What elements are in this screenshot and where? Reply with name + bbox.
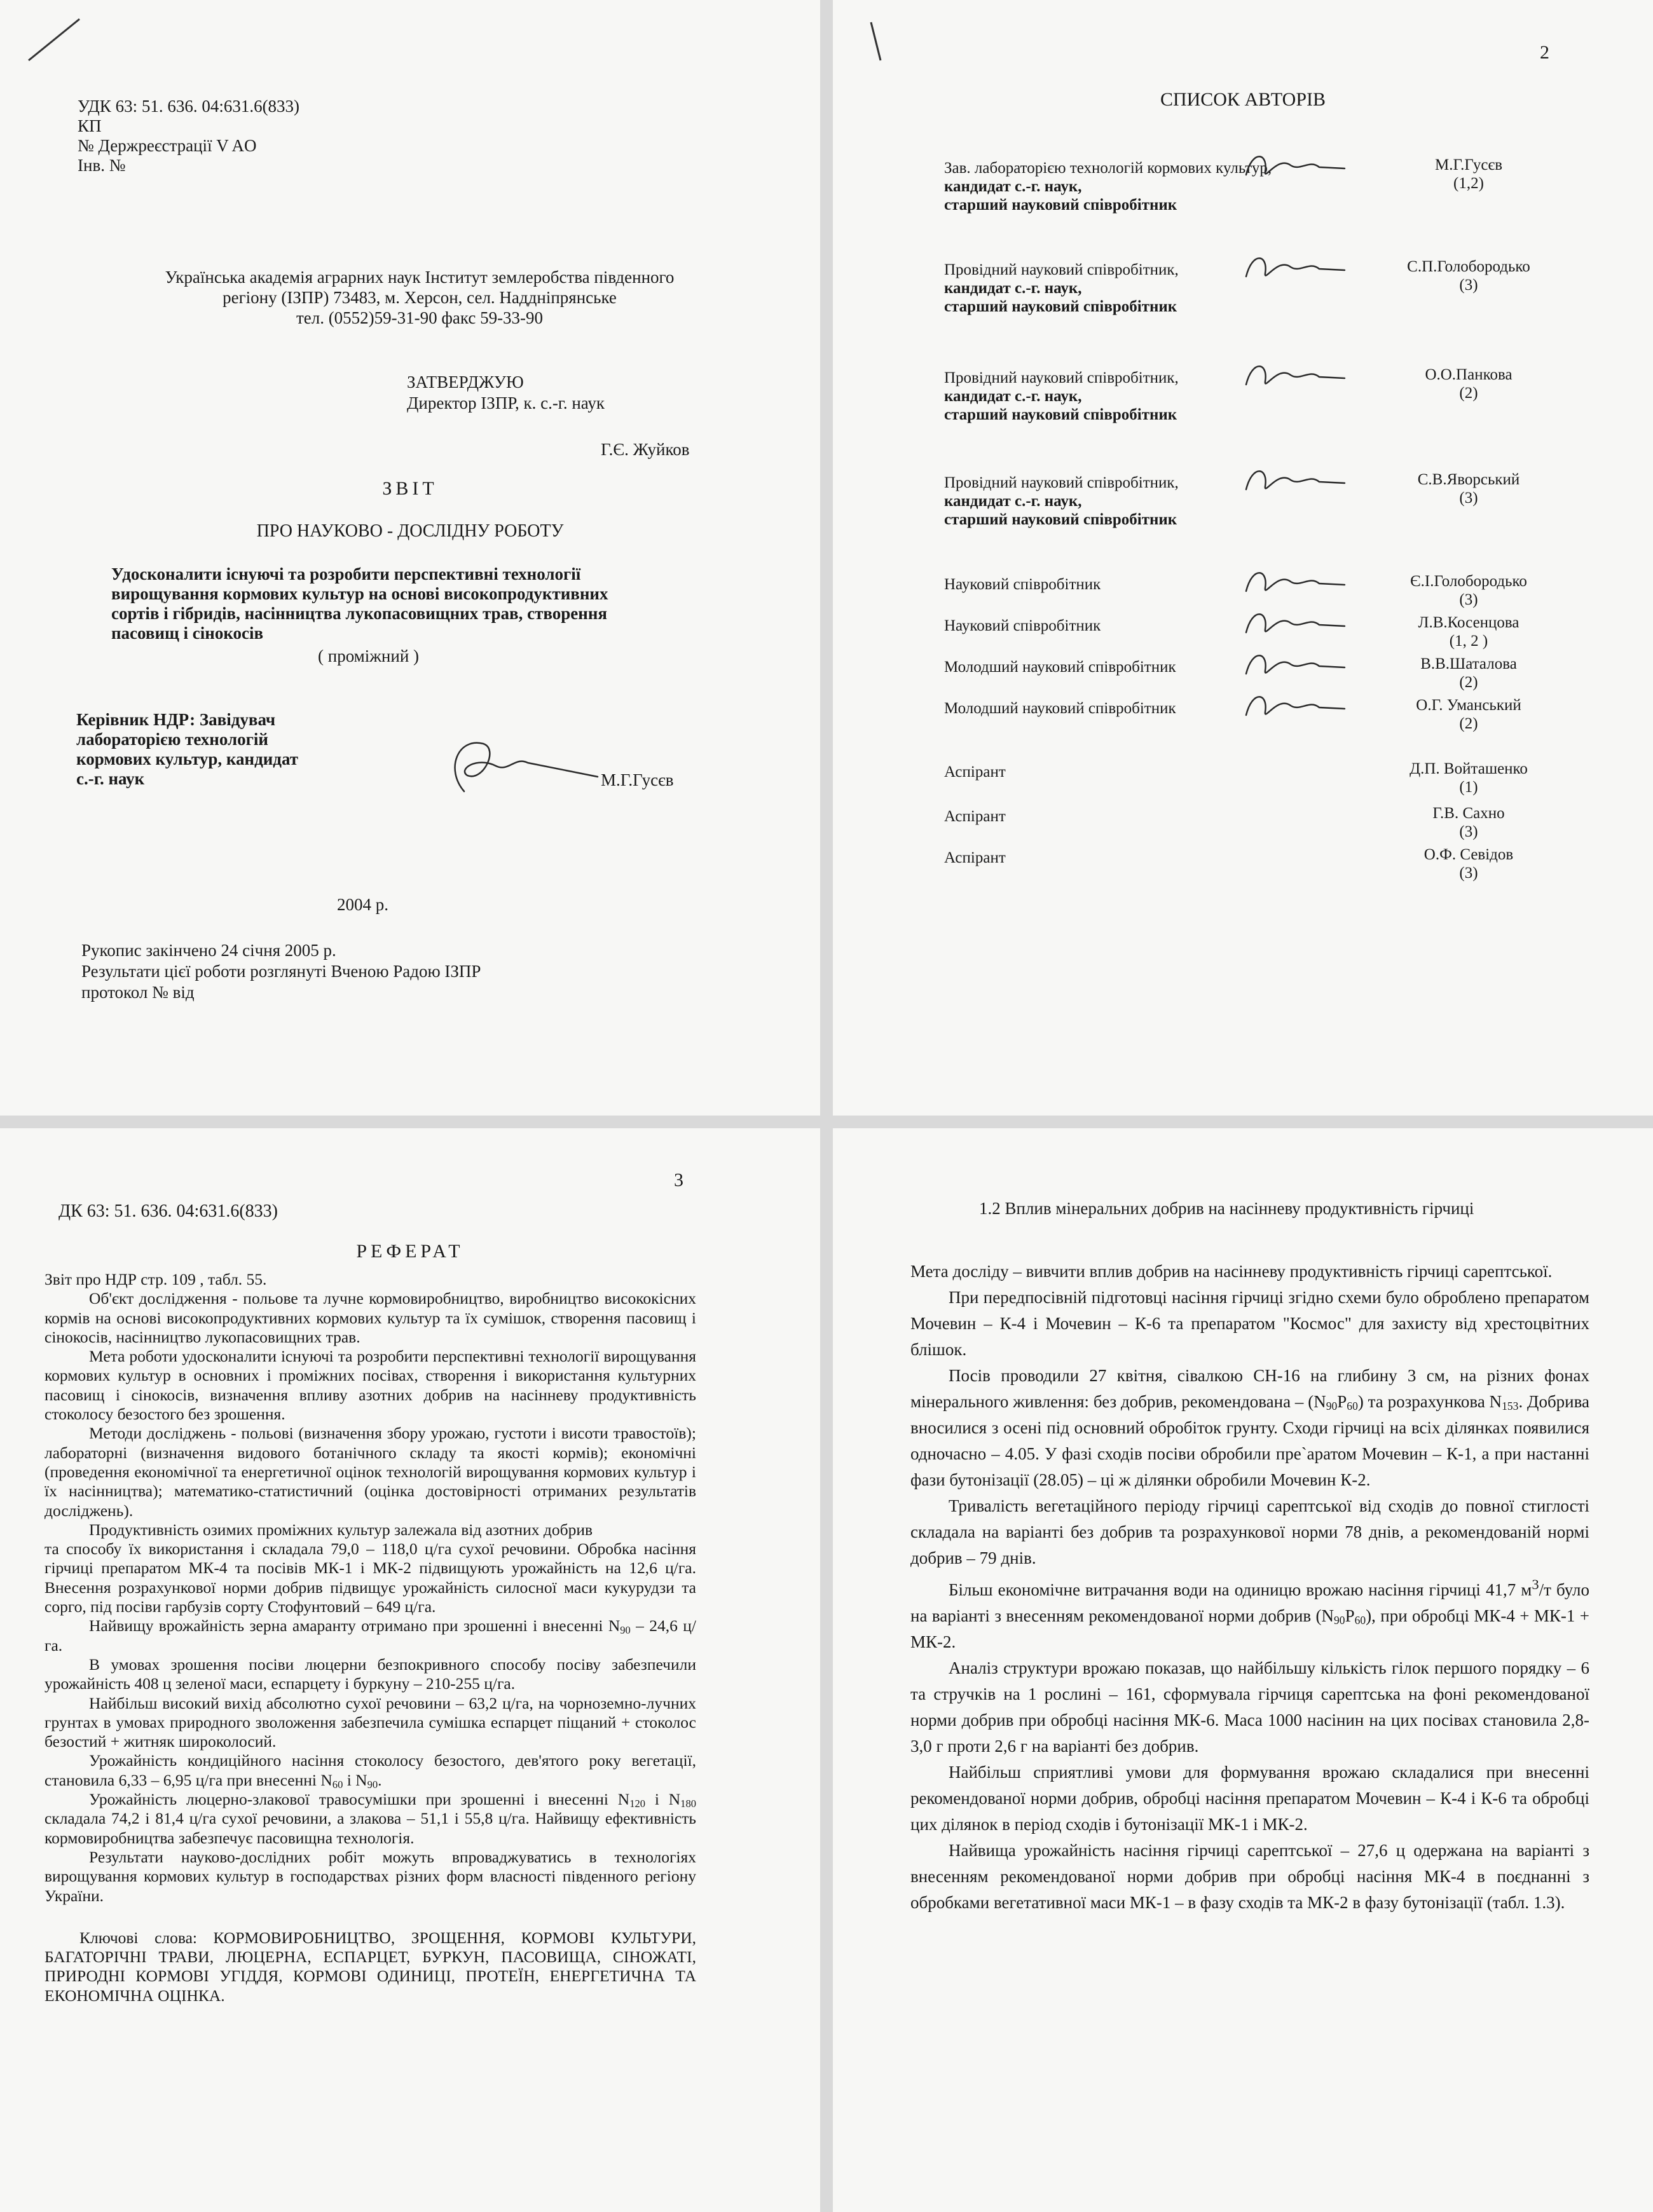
author-section: (1,2) xyxy=(1453,175,1484,192)
author-role-line: Зав. лабораторією технологій кормових культур, xyxy=(944,160,1272,177)
title-page xyxy=(0,0,820,1116)
section-duration: Тривалість вегетаційного періоду гірчиці сарептської від сходів до повної стиглості складала на варіанті без добрив та розрахункової норми 78 днів, а рекомендованій нормі добрив – 79 днів. xyxy=(910,1496,1589,1567)
author-role-line: кандидат с.-г. наук, xyxy=(944,178,1082,195)
registration-number: № Держреєстрації V AO xyxy=(78,136,257,155)
report-type: ( проміжний ) xyxy=(318,646,420,666)
report-topic: Удосконалити існуючі та розробити перспективні технології вирощування кормових культур на основі високопродуктивних сортів і гібридів, насінництва лукопасовищних трав, створення пасовищ і сінокосів xyxy=(111,564,608,643)
author-name: Г.В. Сахно xyxy=(1432,805,1505,822)
author-signature xyxy=(1240,353,1348,397)
protocol-line: протокол № від xyxy=(81,983,195,1002)
pen-stroke-mark xyxy=(865,19,890,64)
inventory-number: Інв. № xyxy=(78,156,126,175)
author-role-line: Аспірант xyxy=(944,763,1006,781)
author-role xyxy=(944,369,1179,424)
author-name: О.О.Панкова xyxy=(1425,366,1512,383)
report-subtitle: ПРО НАУКОВО - ДОСЛІДНУ РОБОТУ xyxy=(256,521,564,541)
author-name-block xyxy=(1367,655,1570,692)
lead-signature xyxy=(439,731,604,801)
author-role xyxy=(944,474,1179,529)
author-name: О.Г. Уманський xyxy=(1416,697,1521,714)
section-yield-structure: Аналіз структури врожаю показав, що найбільшу кількість гілок першого порядку – 6 та стручків на 1 рослині – 161, сформувала гірчиця сарептська на фоні рекомендованої норми добрив при обробці насіння МК-6. Маса 1000 насінин на цих посівах становила 2,8-3,0 г проти 2,6 г на варіанті без добрив. xyxy=(910,1658,1589,1756)
author-section: (3) xyxy=(1459,489,1478,507)
lead-line-2: лабораторією технологій xyxy=(76,730,268,749)
author-role-line: Провідний науковий співробітник, xyxy=(944,474,1179,491)
author-signature xyxy=(1240,642,1348,686)
author-role xyxy=(944,617,1101,635)
author-role-line: старший науковий співробітник xyxy=(944,406,1177,423)
author-section: (3) xyxy=(1459,864,1478,882)
author-role xyxy=(944,807,1006,826)
author-name-block xyxy=(1367,572,1570,609)
author-signature xyxy=(1240,683,1348,728)
author-role xyxy=(944,699,1176,718)
author-role xyxy=(944,849,1006,867)
author-role-line: Провідний науковий співробітник, xyxy=(944,369,1179,386)
author-role xyxy=(944,658,1176,676)
author-role-line: Молодший науковий співробітник xyxy=(944,659,1176,676)
section-heading: 1.2 Вплив мінеральних добрив на насінневу продуктивність гірчиці xyxy=(979,1199,1474,1218)
authors-page xyxy=(833,0,1653,1116)
author-name: Л.В.Косенцова xyxy=(1418,614,1519,631)
abstract-title: РЕФЕРАТ xyxy=(356,1241,464,1262)
author-name: М.Г.Гусєв xyxy=(1435,156,1502,174)
author-signature xyxy=(1240,143,1348,188)
author-signature xyxy=(1240,601,1348,645)
author-name-block xyxy=(1367,804,1570,841)
section-sowing: Посів проводили 27 квітня, сівалкою СН-16 на глибину 3 см, на різних фонах мінерального живлення: без добрив, рекомендована – $(N_{90}P_{60})$ та розрахункова $N_{153}$. Добрива вносилися з осені під основний обробіток грунту. Сходи гірчиці на всіх ділянках появилися одночасно – 4.05. У фазі сходів посіви обробили пре`аратом Мочевин – К-1, а при настанні фази бутонізації (28.05) – ці ж ділянки обробили Мочевин К-2. xyxy=(910,1366,1590,1489)
organization-line-1: Українська академія аграрних наук Інститут землеробства південного xyxy=(165,268,675,287)
abstract-dry-matter: Найбільш високий вихід абсолютно сухої речовини – 63,2 ц/га, на чорноземно-лучних грунтах в умовах природного зволоження забезпечила сумішка еспарцет піщаний + стоколос безостий + житняк широколосий. xyxy=(45,1693,696,1751)
organization-block xyxy=(108,267,731,328)
author-role xyxy=(944,763,1006,781)
author-name-block xyxy=(1367,696,1570,733)
page-number: 3 xyxy=(674,1170,683,1191)
author-name: В.В.Шаталова xyxy=(1420,655,1517,672)
pen-stroke-mark xyxy=(25,13,83,64)
lead-line-1: Керівник НДР: Завідувач xyxy=(76,710,276,729)
abstract-grass-mix: Урожайність люцерно-злакової травосумішки при зрошенні і внесенні $N_{120}$ і $N_{180}$ складала 74,2 і 81,4 ц/га сухої речовини, а злакова – 51,1 і 55,8 ц/га. Найвищу ефективність кормовиробництва забезпечує пасовищна технологія. xyxy=(45,1790,696,1847)
council-review: Результати цієї роботи розглянуті Вченою Радою ІЗПР xyxy=(81,962,481,981)
author-role-line: Науковий співробітник xyxy=(944,617,1101,634)
organization-line-2: регіону (ІЗПР) 73483, м. Херсон, сел. Наддніпрянське xyxy=(223,288,617,307)
abstract-methods: Методи досліджень - польові (визначення збору урожаю, густоти і висоти травостоїв); лабораторні (визначення видового ботанічного складу та якості кормів); економічні (проведення економічної та енергетичної оцінок технологій вирощування кормових культур і їх насінництва); математико-статистичний (оцінка достовірності отриманих результатів досліджень). xyxy=(45,1424,696,1520)
author-section: (3) xyxy=(1459,823,1478,840)
section-conditions: Найбільш сприятливі умови для формування врожаю складалися при внесенні рекомендованої норми добрив, обробці насіння препаратом Мочевин – К-4 і К-6 та обробці цих ділянок в період сходів і бутонізації МК-1 і МК-2. xyxy=(910,1763,1589,1834)
author-role-line: Аспірант xyxy=(944,849,1006,866)
abstract-alfalfa: В умовах зрошення посіви люцерни безпокривного способу посіву забезпечили урожайність 408 ц зеленої маси, еспарцету і буркуну – 210-255 ц/га. xyxy=(45,1655,696,1693)
author-role-line: Провідний науковий співробітник, xyxy=(944,261,1179,278)
author-name-block xyxy=(1367,845,1570,882)
abstract-productivity-1: Продуктивність озимих проміжних культур залежала від азотних добрив xyxy=(89,1520,593,1539)
udk-code: ДК 63: 51. 636. 04:631.6(833) xyxy=(58,1201,278,1221)
author-name: Д.П. Войташенко xyxy=(1410,760,1528,777)
author-name-block xyxy=(1367,365,1570,402)
abstract-seed-yield: Урожайність кондиційного насіння стоколосу безостого, дев'ятого року вегетації, становила 6,33 – 6,95 ц/га при внесенні $N_{60}$ і $N_{90}$. xyxy=(45,1751,696,1791)
page-number: 2 xyxy=(1540,42,1549,63)
lead-line-3: кормових культур, кандидат xyxy=(76,749,299,768)
author-role-line: старший науковий співробітник xyxy=(944,196,1177,214)
section-goal: Мета досліду – вивчити вплив добрив на насінневу продуктивність гірчиці сарептської. xyxy=(910,1262,1553,1281)
author-role-line: Молодший науковий співробітник xyxy=(944,700,1176,717)
author-name-block xyxy=(1367,760,1570,796)
author-role-line: кандидат с.-г. наук, xyxy=(944,388,1082,405)
author-section: (2) xyxy=(1459,715,1478,732)
author-name-block xyxy=(1367,613,1570,650)
author-role-line: Аспірант xyxy=(944,808,1006,825)
author-role-line: Науковий співробітник xyxy=(944,576,1101,593)
kp-label: КП xyxy=(78,116,102,135)
abstract-amaranth: Найвищу врожайність зерна амаранту отримано при зрошенні і внесенні $N_{90} - 24,6$ ц/га. xyxy=(45,1616,696,1655)
author-name: Є.І.Голобородько xyxy=(1410,573,1527,590)
author-role-line: кандидат с.-г. наук, xyxy=(944,280,1082,297)
lead-name: М.Г.Гусєв xyxy=(601,770,674,789)
abstract-body xyxy=(45,1270,696,2005)
author-name-block xyxy=(1367,257,1570,294)
author-name-block xyxy=(1367,156,1570,193)
author-section: (1, 2 ) xyxy=(1449,632,1488,650)
abstract-goal: Мета роботи удосконалити існуючі та розробити перспективні технології вирощування кормових культур в основних і проміжних посівах, створення і використання культурних пасовищ і сінокосів, визначення впливу азотних добрив на насінневу продуктивність стоколосу безостого без зрошення. xyxy=(45,1347,696,1424)
section-seed-prep: При передпосівній підготовці насіння гірчиці згідно схеми було оброблено препаратом Мочевин – К-4 і Мочевин – К-6 та препаратом "Космос" для захисту від хрестоцвітних блішок. xyxy=(910,1288,1589,1359)
organization-line-3: тел. (0552)59-31-90 факс 59-33-90 xyxy=(296,308,544,327)
director-title: Директор ІЗПР, к. с.-г. наук xyxy=(407,393,605,413)
author-role xyxy=(944,261,1179,316)
author-section: (3) xyxy=(1459,591,1478,608)
author-section: (2) xyxy=(1459,385,1478,402)
report-year: 2004 р. xyxy=(337,895,388,914)
report-stats: Звіт про НДР стр. 109 , табл. 55. xyxy=(45,1270,267,1288)
author-section: (1) xyxy=(1459,779,1478,796)
author-signature xyxy=(1240,458,1348,502)
authors-list-title: СПИСОК АВТОРІВ xyxy=(1160,89,1326,110)
author-role xyxy=(944,575,1101,594)
author-section: (3) xyxy=(1459,276,1478,294)
report-title: ЗВІТ xyxy=(382,478,438,499)
author-signature xyxy=(1240,559,1348,604)
author-role-line: кандидат с.-г. наук, xyxy=(944,493,1082,510)
manuscript-finished: Рукопис закінчено 24 січня 2005 р. xyxy=(81,941,336,960)
abstract-object: Об'єкт дослідження - польове та лучне кормовиробництво, виробництво висококісних кормів на основі високопродуктивних кормових культур та їх сумішок, створення пасовищ і сінокосів, насінництво лукопасовищних трав. xyxy=(45,1289,696,1346)
abstract-results: Результати науково-дослідних робіт можуть впроваджуватись в технологіях вирощування кормових культур в господарствах різних форм власності південного регіону України. xyxy=(45,1847,696,1905)
author-role xyxy=(944,159,1272,214)
title-page-header xyxy=(78,97,299,175)
author-name-block xyxy=(1367,470,1570,507)
approval-label: ЗАТВЕРДЖУЮ xyxy=(407,372,524,392)
manuscript-info xyxy=(81,940,481,1003)
author-name: С.П.Голобородько xyxy=(1407,258,1530,275)
author-role-line: старший науковий співробітник xyxy=(944,511,1177,528)
section-yield: Найвища урожайність насіння гірчиці сарептської – 27,6 ц одержана на варіанті з внесенням рекомендованої норми добрив при обробці насіння МК-4 в поєднанні з обробками вегетативної маси МК-1 – в фазу сходів та МК-2 в фазу бутонізації (табл. 1.3). xyxy=(910,1841,1589,1912)
project-lead-block xyxy=(76,710,298,789)
author-name: О.Ф. Севідов xyxy=(1423,846,1514,863)
approval-block xyxy=(407,372,605,414)
author-role-line: старший науковий співробітник xyxy=(944,298,1177,315)
section-water-use: Більш економічне витрачання води на одиницю врожаю насіння гірчиці 41,7 $м^3/т$ було на варіанті з внесенням рекомендованої норми добрив $(N_{90}P_{60})$, при обробці МК-4 + МК-1 + МК-2. xyxy=(910,1576,1589,1651)
abstract-productivity-2: та способу їх використання і складала 79,0 – 118,0 ц/га сухої речовини. Обробка насіння гірчиці препаратом МК-4 та посівів МК-1 і МК-2 підвищують урожайність на 12,6 ц/га. Внесення розрахункової норми добрив підвищує урожайність силосної маси кукурудзи та сорго, під посіви гарбузів сорту Стофунтовий – 649 ц/га. xyxy=(45,1540,696,1616)
author-signature xyxy=(1240,245,1348,289)
director-name: Г.Є. Жуйков xyxy=(601,440,690,459)
section-body xyxy=(910,1259,1589,1916)
udk-code: УДК 63: 51. 636. 04:631.6(833) xyxy=(78,97,300,116)
abstract-keywords: Ключові слова: КОРМОВИРОБНИЦТВО, ЗРОЩЕННЯ, КОРМОВІ КУЛЬТУРИ, БАГАТОРІЧНІ ТРАВИ, ЛЮЦЕРНА, ЕСПАРЦЕТ, БУРКУН, ПАСОВИЩА, СІНОЖАТІ, ПРИРОДНІ КОРМОВІ УГІДДЯ, КОРМОВІ ОДИНИЦІ, ПРОТЕЇН, ЕНЕРГЕТИЧНА ТА ЕКОНОМІЧНА ОЦІНКА. xyxy=(45,1928,696,2005)
author-name: С.В.Яворський xyxy=(1417,471,1520,488)
author-section: (2) xyxy=(1459,674,1478,691)
lead-line-4: с.-г. наук xyxy=(76,769,145,788)
